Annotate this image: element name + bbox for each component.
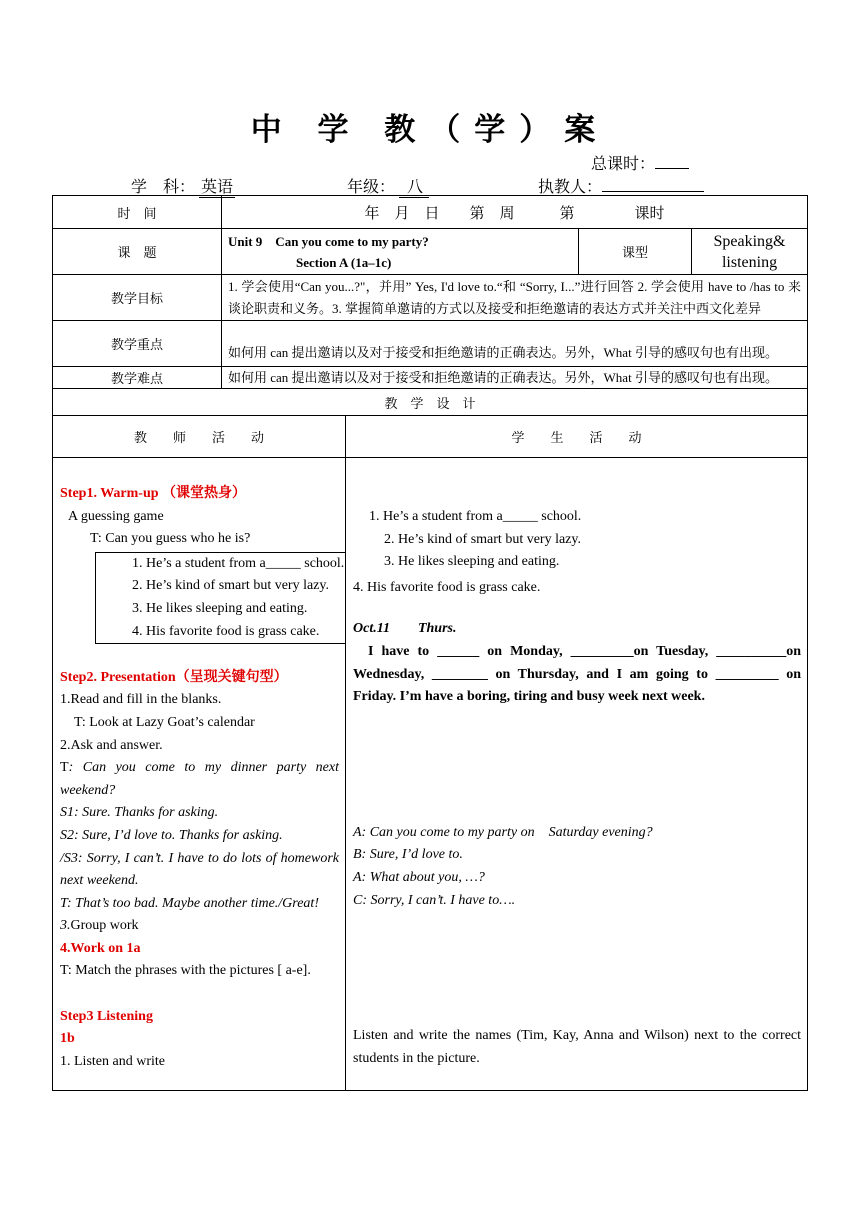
clue-3: 3. He likes sleeping and eating.	[132, 600, 308, 616]
teacher-label: 执教人：	[538, 179, 603, 196]
read-fill: 1.Read and fill in the blanks.	[60, 692, 222, 708]
student-clue-3: 3. He likes sleeping and eating.	[384, 554, 560, 570]
goal-text: 1. 学会使用“Can you...?"，并用” Yes, I'd love to.“和 “Sorry, I...”进行回答 2. 学会使用 have to /has to 来谈论职责和义务。3. 掌握简单邀请的方式以及接受和拒绝邀请的表达方式并关注中西文化差异	[222, 275, 808, 321]
clue-4: 4. His favorite food is grass cake.	[132, 623, 320, 639]
row-key	[53, 321, 808, 367]
calendar-paragraph: I have to ______ on Monday, _________on Tuesday, __________on Wednesday, ________ on Thursday, and I am going to _________ on Friday. I’m have a boring, tiring and busy week next week.	[353, 643, 802, 705]
subject-value: 英语	[199, 174, 235, 198]
grade-label: 年级：	[347, 179, 396, 196]
guessing-game: A guessing game	[68, 508, 164, 524]
group-work	[60, 915, 339, 938]
diff-label: 教学难点	[53, 367, 222, 389]
row-goal	[53, 275, 808, 321]
dialog-a1: A: Can you come to my party on Saturday evening?	[353, 824, 653, 840]
row-activity-headers	[53, 416, 808, 458]
teacher-activities	[53, 458, 346, 1091]
topic-value	[222, 229, 579, 275]
student-activities-content	[353, 506, 801, 1070]
teacher-prefix: T	[60, 760, 69, 776]
total-hours-blank	[655, 154, 689, 169]
teacher-invite-text: : Can you come to my dinner party next weekend?	[60, 760, 339, 798]
time-label: 时 间	[53, 196, 222, 229]
time-value: 年 月 日 第 周 第 课时	[222, 196, 808, 229]
teacher	[538, 174, 704, 197]
row-diff	[53, 367, 808, 389]
clue-2: 2. He’s kind of smart but very lazy.	[132, 578, 329, 594]
type-value	[692, 229, 808, 275]
topic-label: 课 题	[53, 229, 222, 275]
step1-heading: Step1. Warm-up （课堂热身）	[60, 486, 247, 501]
s3-line: /S3: Sorry, I can’t. I have to do lots of homework next weekend.	[60, 850, 339, 889]
row-activities	[53, 458, 808, 1091]
work-1a-heading: 4.Work on 1a	[60, 940, 141, 956]
s2-line: S2: Sure, I’d love to. Thanks for asking.	[60, 827, 283, 843]
student-activities	[346, 458, 808, 1091]
listen-write: 1. Listen and write	[60, 1053, 165, 1069]
teacher-blank	[602, 177, 704, 192]
match-instruction: T: Match the phrases with the pictures [ a-e].	[60, 963, 311, 979]
topic-line-1: Unit 9 Can you come to my party?	[228, 233, 429, 249]
topic-line-2: Section A (1a–1c)	[296, 254, 392, 270]
dialog-a2: A: What about you, …?	[353, 869, 485, 885]
s1-line: S1: Sure. Thanks for asking.	[60, 805, 219, 821]
type-value-1: Speaking&	[713, 232, 786, 250]
goal-label: 教学目标	[53, 275, 222, 321]
1b-heading: 1b	[60, 1031, 75, 1047]
group-work-number: 3.	[60, 918, 71, 934]
student-clue-4: 4. His favorite food is grass cake.	[353, 579, 541, 595]
calendar-date: Oct.11 Thurs.	[353, 621, 457, 637]
student-activity-header: 学 生 活 动	[346, 416, 808, 458]
dialog-b1: B: Sure, I’d love to.	[353, 847, 463, 863]
student-clue-2: 2. He’s kind of smart but very lazy.	[384, 531, 581, 547]
ask-answer: 2.Ask and answer.	[60, 737, 163, 753]
type-label: 课型	[579, 229, 692, 275]
look-calendar: T: Look at Lazy Goat’s calendar	[74, 714, 255, 730]
row-time	[53, 196, 808, 229]
clue-1: 1. He’s a student from a_____ school.	[132, 555, 345, 571]
key-label: 教学重点	[53, 321, 222, 367]
teacher-invite	[60, 757, 339, 802]
page-title: 中 学 教（学）案	[250, 112, 610, 147]
lesson-plan-table	[52, 195, 808, 1091]
listen-instruction: Listen and write the names (Tim, Kay, Anna and Wilson) next to the correct students in the picture.	[353, 1028, 802, 1066]
group-work-text: Group work	[70, 918, 139, 934]
dialog-c1: C: Sorry, I can’t. I have to….	[353, 892, 516, 908]
diff-text: 如何用 can 提出邀请以及对于接受和拒绝邀请的正确表达。另外，What 引导的感叹句也有出现。	[222, 367, 808, 389]
student-clue-1: 1. He’s a student from a_____ school.	[369, 509, 582, 524]
type-value-2: listening	[721, 253, 778, 271]
teacher-activities-content	[60, 483, 345, 1073]
total-hours-label: 总课时：	[591, 156, 656, 173]
clue-box	[95, 552, 346, 644]
row-design	[53, 389, 808, 416]
teacher-reply: T: That’s too bad. Maybe another time./Great!	[60, 895, 319, 911]
step3-heading: Step3 Listening	[60, 1008, 153, 1024]
step2-heading: Step2. Presentation（呈现关键句型）	[60, 669, 288, 685]
key-text: 如何用 can 提出邀请以及对于接受和拒绝邀请的正确表达。另外，What 引导的感叹句也有出现。	[222, 321, 808, 367]
total-hours	[591, 151, 689, 174]
design-header: 教 学 设 计	[53, 389, 808, 416]
row-topic	[53, 229, 808, 275]
guess-question: T: Can you guess who he is?	[90, 531, 251, 547]
teacher-activity-header: 教 师 活 动	[53, 416, 346, 458]
grade-value: 八	[399, 174, 429, 198]
subject-label: 学 科：	[131, 179, 196, 196]
